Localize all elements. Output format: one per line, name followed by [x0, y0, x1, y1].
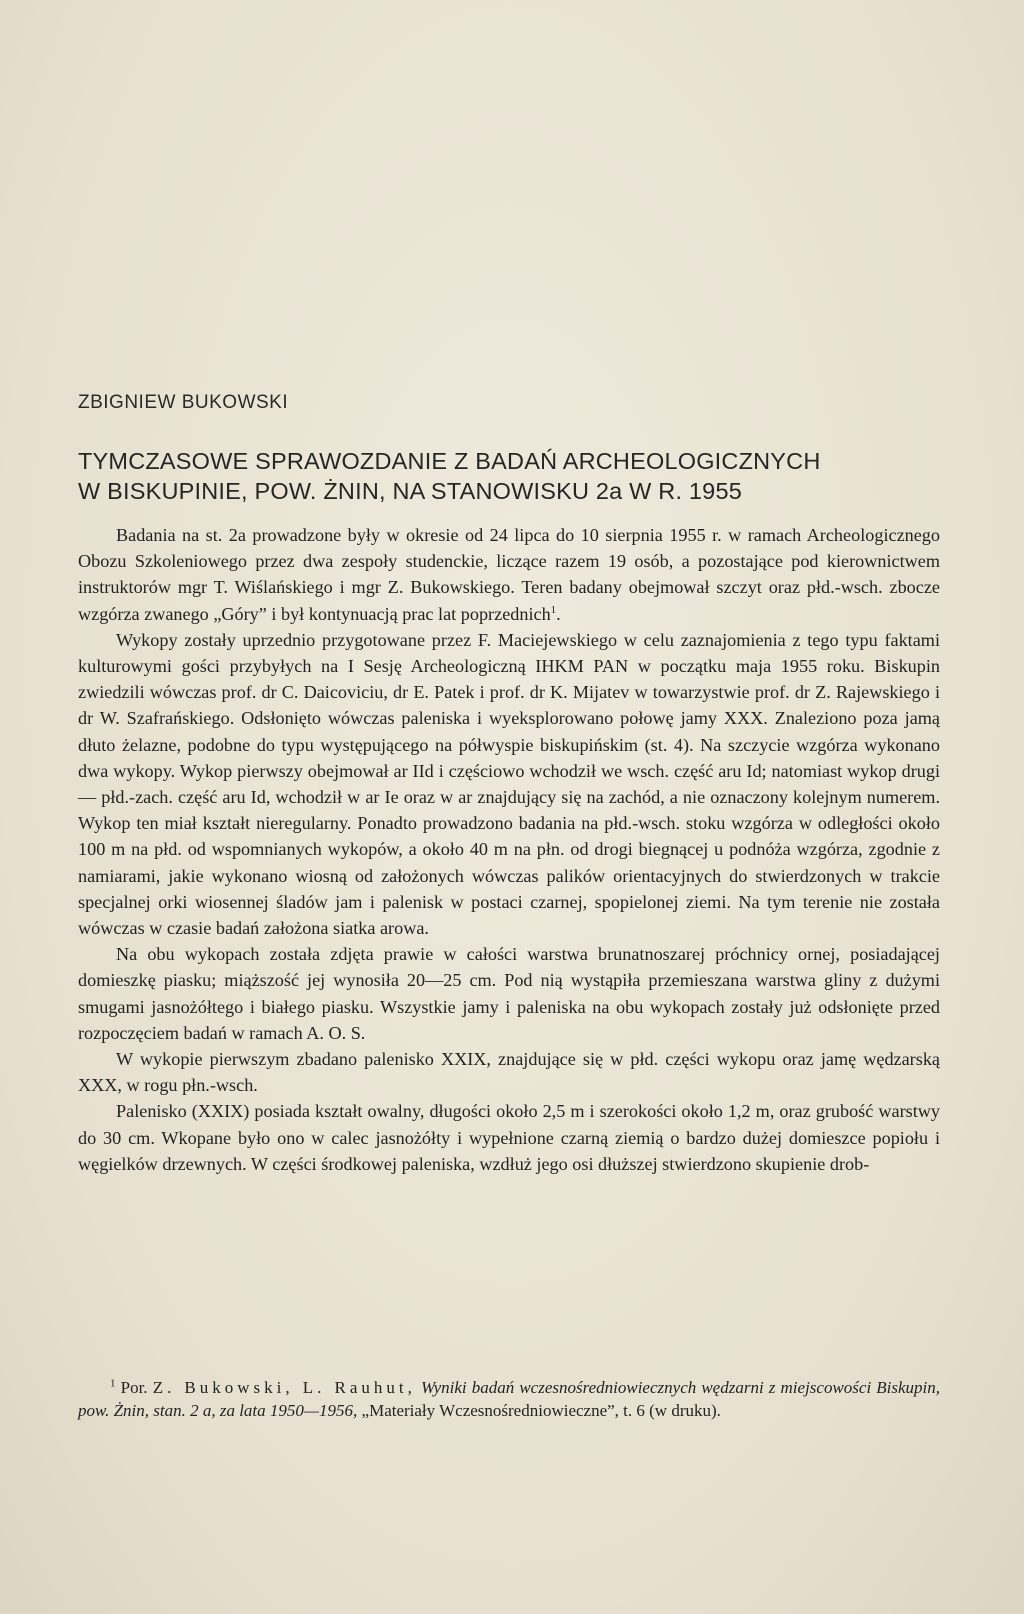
footnote-1 [78, 1377, 940, 1422]
paragraph-1 [78, 522, 940, 627]
article-body [78, 522, 940, 1177]
paragraph-1-text: Badania na st. 2a prowadzone były w okresie od 24 lipca do 10 sierpnia 1955 r. w ramach Archeologicznego Obozu Szkoleniowego przez dwa zespoły studenckie, liczące razem 19 osób, a pozostające pod kierownictwem instruktorów mgr T. Wiślańskiego i mgr Z. Bukowskiego. Teren badany obejmował szczyt oraz płd.-wsch. zbocze wzgórza zwanego „Góry” i był kontynuacją prac lat poprzednich [78, 525, 940, 624]
footnote-rest: „Materiały Wczesnośredniowieczne”, t. 6 (w druku). [361, 1400, 721, 1420]
paragraph-1-end: . [556, 603, 561, 624]
paragraph-5: Palenisko (XXIX) posiada kształt owalny, długości około 2,5 m i szerokości około 1,2 m, oraz grubość warstwy do 30 cm. Wkopane było ono w calec jasnożółty i wypełnione czarną ziemią o bardzo dużej domieszce popiołu i węgielków drzewnych. W części środkowej paleniska, wzdłuż jego osi dłuższej stwierdzono skupienie drob- [78, 1101, 940, 1174]
footnote-authors: Z. Bukowski, L. Rauhut, [152, 1378, 416, 1397]
footnote-marker: 1 [110, 1377, 116, 1390]
footnote [78, 1377, 940, 1422]
paragraph-3: Na obu wykopach została zdjęta prawie w całości warstwa brunatnoszarej próchnicy ornej, posiadającej domieszkę piasku; miąższość jej wynosiła 20—25 cm. Pod nią wystąpiła przemieszana warstwa gliny z dużymi smugami jasnożółtego i białego piasku. Wszystkie jamy i paleniska na obu wykopach zostały już odsłonięte przed rozpoczęciem badań w ramach A. O. S. [78, 944, 940, 1043]
paragraph-2: Wykopy zostały uprzednio przygotowane przez F. Maciejewskiego w celu zaznajomienia z tego typu faktami kulturowymi gości przybyłych na I Sesję Archeologiczną IHKM PAN w początku maja 1955 roku. Biskupin zwiedzili wówczas prof. dr C. Daicoviciu, dr E. Patek i prof. dr K. Mijatev w towarzystwie prof. dr Z. Rajewskiego i dr W. Szafrańskiego. Odsłonięto wówczas paleniska i wyeksplorowano połowę jamy XXX. Znaleziono poza jamą dłuto żelazne, podobne do typu występującego na półwyspie biskupińskim (st. 4). Na szczycie wzgórza wykonano dwa wykopy. Wykop pierwszy obejmował ar IId i częściowo wchodził we wsch. część aru Id; natomiast wykop drugi — płd.-zach. część aru Id, wchodził w ar Ie oraz w ar znajdujący się na zachód, a nie oznaczony kolejnym numerem. Wykop ten miał kształt nieregularny. Ponadto prowadzono badania na płd.-wsch. stoku wzgórza w odległości około 100 m na płd. od wspomnianych wykopów, a około 40 m na płn. od drogi biegnącej u podnóża wzgórza, zgodnie z namiarami, jakie wykonano wiosną od założonych wówczas palików orientacyjnych do stwierdzonych w trakcie specjalnej orki wiosennej śladów jam i palenisk w postaci czarnej, spopielonej ziemi. Na tym terenie nie została wówczas w czasie badań założona siatka arowa. [78, 629, 940, 939]
article-title [78, 446, 958, 506]
author-name: ZBIGNIEW BUKOWSKI [78, 392, 289, 413]
footnote-ref: 1 [550, 603, 557, 616]
title-line-1: TYMCZASOWE SPRAWOZDANIE Z BADAŃ ARCHEOLOGICZNYCH [78, 448, 821, 474]
footnote-work-title: Wyniki badań wczesnośredniowiecznych wędzarni z miejscowości Biskupin, pow. Żnin, stan. 2 a, za lata 1950—1956, [78, 1378, 941, 1420]
paragraph-4: W wykopie pierwszym zbadano palenisko XXIX, znajdujące się w płd. części wykopu oraz jamę wędzarską XXX, w rogu płn.-wsch. [78, 1049, 940, 1096]
title-line-2: W BISKUPINIE, POW. ŻNIN, NA STANOWISKU 2a W R. 1955 [78, 478, 742, 504]
footnote-pre: Por. [120, 1378, 148, 1397]
